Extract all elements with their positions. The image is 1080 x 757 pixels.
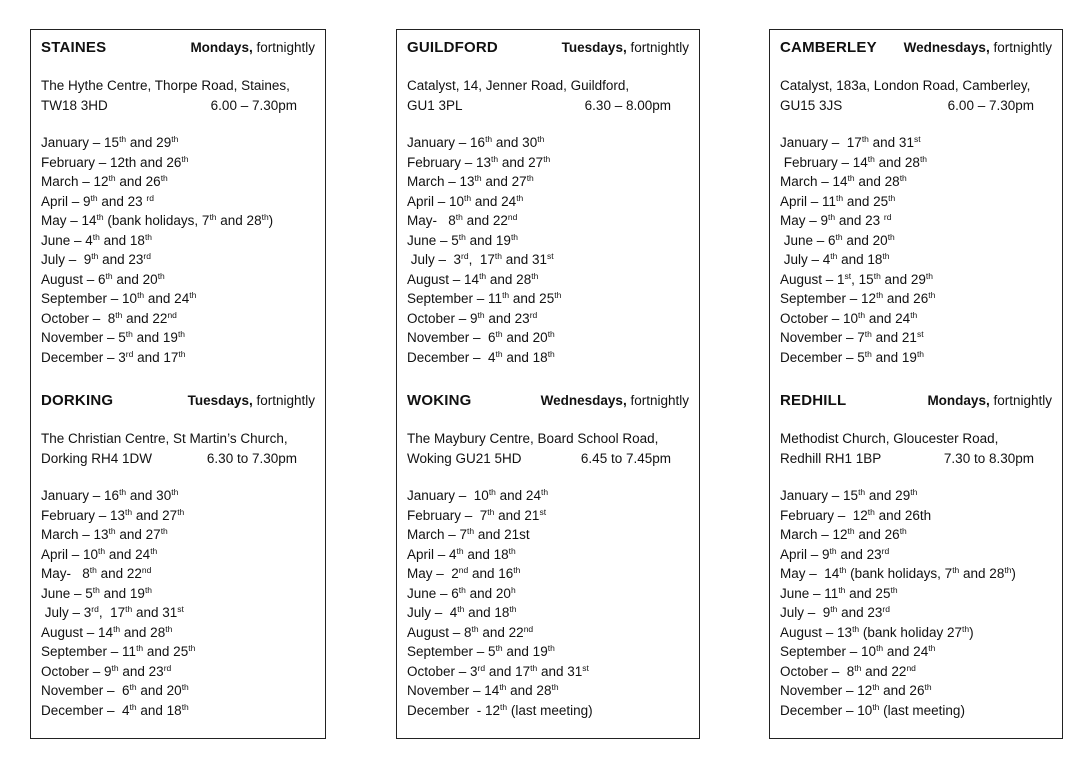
- date-entry: January – 16th and 30th: [41, 487, 179, 503]
- date-entry: January – 16th and 30th: [407, 134, 545, 150]
- date-entry: March – 7th and 21st: [407, 526, 530, 542]
- address-line-2: GU1 3PL: [407, 98, 463, 113]
- date-list: [407, 133, 689, 367]
- date-entry: November – 14th and 28th: [407, 682, 559, 698]
- date-list: [780, 486, 1052, 720]
- date-entry: January – 10th and 24th: [407, 487, 549, 503]
- date-entry: July – 4th and 18th: [407, 604, 517, 620]
- frequency: fortnightly: [993, 40, 1052, 55]
- date-entry: March – 14th and 28th: [780, 173, 907, 189]
- date-entry: February – 14th and 28th: [780, 153, 928, 170]
- date-entry: December – 4th and 18th: [407, 348, 555, 365]
- date-entry: June – 5th and 19th: [41, 584, 153, 601]
- date-entry: January – 15th and 29th: [780, 487, 918, 503]
- date-entry: April – 4th and 18th: [407, 545, 516, 562]
- town-name: CAMBERLEY: [780, 39, 877, 56]
- date-entry: March – 12th and 26th: [41, 173, 168, 189]
- date-entry: March – 12th and 26th: [780, 526, 907, 542]
- town-name: STAINES: [41, 39, 107, 56]
- meeting-day: [562, 40, 689, 55]
- location-woking: [407, 392, 689, 745]
- date-entry: April – 10th and 24th: [41, 545, 158, 562]
- date-entry: August – 1st, 15th and 29th: [780, 270, 933, 287]
- date-entry: February – 12th and 26th: [41, 153, 189, 170]
- day-name: Wednesdays,: [903, 40, 990, 55]
- date-entry: July – 3rd, 17th and 31st: [41, 604, 184, 620]
- date-entry: September – 10th and 24th: [41, 290, 197, 306]
- date-entry: May- 8th and 22nd: [41, 565, 152, 581]
- date-entry: October – 10th and 24th: [780, 309, 918, 326]
- date-entry: June – 6th and 20$^h$: [407, 584, 516, 601]
- date-entry: November – 12th and 26th: [780, 682, 932, 698]
- day-name: Wednesdays,: [540, 393, 627, 408]
- date-entry: August – 6th and 20th: [41, 270, 165, 287]
- date-entry: January – 15th and 29th: [41, 134, 179, 150]
- address-line-2: Dorking RH4 1DW: [41, 451, 153, 466]
- meeting-day: [904, 40, 1052, 55]
- date-entry: December – 4th and 18th: [41, 701, 189, 718]
- date-entry: May – 14th (bank holidays, 7th and 28th): [41, 212, 274, 228]
- date-entry: December – 10th (last meeting): [780, 701, 965, 718]
- date-list: [41, 486, 315, 720]
- date-entry: December - 12th (last meeting): [407, 701, 593, 718]
- frequency: fortnightly: [630, 40, 689, 55]
- date-entry: May – 2nd and 16th: [407, 565, 521, 581]
- venue-address: [407, 76, 689, 116]
- date-entry: October – 8th and 22nd: [780, 662, 916, 679]
- date-entry: September – 11th and 25th: [41, 643, 196, 659]
- date-entry: June – 6th and 20th: [780, 231, 895, 248]
- meeting-day: [190, 40, 315, 55]
- date-entry: October – 8th and 22nd: [41, 309, 177, 326]
- location-staines: [41, 39, 315, 392]
- date-entry: January – 17th and 31st: [780, 134, 921, 150]
- date-entry: February – 13th and 27th: [407, 153, 551, 170]
- date-entry: May – 14th (bank holidays, 7th and 28th): [780, 565, 1016, 581]
- frequency: fortnightly: [256, 40, 315, 55]
- date-entry: October – 3rd and 17th and 31st: [407, 662, 589, 679]
- date-entry: October – 9th and 23rd: [407, 309, 538, 326]
- date-entry: August – 14th and 28th: [41, 623, 173, 640]
- location-dorking: [41, 392, 315, 745]
- date-entry: May – 9th and 23 $^{rd}$: [780, 212, 892, 228]
- date-entry: April – 11th and 25th: [780, 192, 896, 209]
- meeting-time: 6.45 to 7.45pm: [580, 451, 671, 466]
- date-entry: November – 5th and 19th: [41, 329, 186, 345]
- date-entry: April – 10th and 24th: [407, 192, 524, 209]
- location-header: [780, 39, 1052, 61]
- meeting-day: [927, 393, 1052, 408]
- date-list: [407, 486, 689, 720]
- date-entry: August – 13th (bank holiday 27th): [780, 623, 974, 640]
- town-name: WOKING: [407, 392, 472, 409]
- date-entry: December – 3rd and 17th: [41, 348, 186, 365]
- day-name: Mondays,: [190, 40, 253, 55]
- date-entry: July – 9th and 23rd: [41, 251, 151, 267]
- location-guildford: [407, 39, 689, 392]
- meeting-day: [541, 393, 689, 408]
- location-redhill: [780, 392, 1052, 745]
- date-entry: September – 5th and 19th: [407, 643, 555, 659]
- meeting-day: [188, 393, 315, 408]
- schedule-panel-1: [30, 29, 326, 739]
- day-name: Tuesdays,: [561, 40, 627, 55]
- venue-address: [407, 429, 689, 469]
- date-entry: February – 13th and 27th: [41, 506, 185, 523]
- date-entry: July – 3rd, 17th and 31st: [407, 251, 554, 267]
- date-entry: August – 14th and 28th: [407, 270, 539, 287]
- location-header: [407, 392, 689, 414]
- town-name: REDHILL: [780, 392, 847, 409]
- town-name: DORKING: [41, 392, 114, 409]
- date-entry: September – 12th and 26th: [780, 290, 936, 306]
- meeting-time: 6.00 – 7.30pm: [210, 98, 297, 113]
- address-line-2: TW18 3HD: [41, 98, 108, 113]
- date-entry: March – 13th and 27th: [41, 526, 168, 542]
- frequency: fortnightly: [993, 393, 1052, 408]
- location-header: [41, 392, 315, 414]
- schedule-panel-2: [396, 29, 700, 739]
- frequency: fortnightly: [256, 393, 315, 408]
- location-header: [407, 39, 689, 61]
- location-camberley: [780, 39, 1052, 392]
- date-list: [41, 133, 315, 367]
- date-entry: May- 8th and 22nd: [407, 212, 518, 228]
- date-entry: April – 9th and 23 $^{rd}$: [41, 192, 154, 209]
- venue-address: [780, 429, 1052, 469]
- location-header: [41, 39, 315, 61]
- date-entry: November – 6th and 20th: [41, 682, 189, 698]
- date-entry: June – 5th and 19th: [407, 231, 519, 248]
- address-line-1: Catalyst, 14, Jenner Road, Guildford,: [407, 78, 630, 93]
- town-name: GUILDFORD: [407, 39, 498, 56]
- address-line-2: Redhill RH1 1BP: [780, 451, 882, 466]
- date-entry: July – 4th and 18th: [780, 251, 890, 267]
- date-entry: February – 7th and 21st: [407, 506, 547, 523]
- date-entry: March – 13th and 27th: [407, 173, 534, 189]
- date-entry: September – 10th and 24th: [780, 643, 936, 659]
- venue-address: [41, 76, 315, 116]
- meeting-time: 6.30 – 8.00pm: [584, 98, 671, 113]
- meeting-time: 6.00 – 7.30pm: [947, 98, 1034, 113]
- day-name: Tuesdays,: [187, 393, 253, 408]
- date-entry: June – 11th and 25th: [780, 584, 898, 601]
- venue-address: [41, 429, 315, 469]
- date-entry: February – 12th and 26th: [780, 506, 932, 523]
- address-line-1: The Hythe Centre, Thorpe Road, Staines,: [41, 78, 290, 93]
- address-line-1: Methodist Church, Gloucester Road,: [780, 431, 999, 446]
- address-line-1: The Christian Centre, St Martin’s Church,: [41, 431, 288, 446]
- date-entry: August – 8th and 22nd: [407, 623, 534, 640]
- frequency: fortnightly: [630, 393, 689, 408]
- date-entry: October – 9th and 23rd: [41, 662, 172, 679]
- address-line-1: Catalyst, 183a, London Road, Camberley,: [780, 78, 1031, 93]
- meeting-time: 7.30 to 8.30pm: [943, 451, 1034, 466]
- address-line-2: GU15 3JS: [780, 98, 843, 113]
- date-entry: April – 9th and 23rd: [780, 545, 890, 562]
- address-line-2: Woking GU21 5HD: [407, 451, 522, 466]
- date-entry: December – 5th and 19th: [780, 348, 925, 365]
- date-entry: November – 7th and 21st: [780, 329, 924, 345]
- date-entry: July – 9th and 23rd: [780, 604, 890, 620]
- venue-address: [780, 76, 1052, 116]
- date-entry: November – 6th and 20th: [407, 329, 555, 345]
- meeting-time: 6.30 to 7.30pm: [206, 451, 297, 466]
- address-line-1: The Maybury Centre, Board School Road,: [407, 431, 659, 446]
- day-name: Mondays,: [927, 393, 990, 408]
- date-entry: June – 4th and 18th: [41, 231, 153, 248]
- date-entry: September – 11th and 25th: [407, 290, 562, 306]
- location-header: [780, 392, 1052, 414]
- date-list: [780, 133, 1052, 367]
- schedule-panel-3: [769, 29, 1063, 739]
